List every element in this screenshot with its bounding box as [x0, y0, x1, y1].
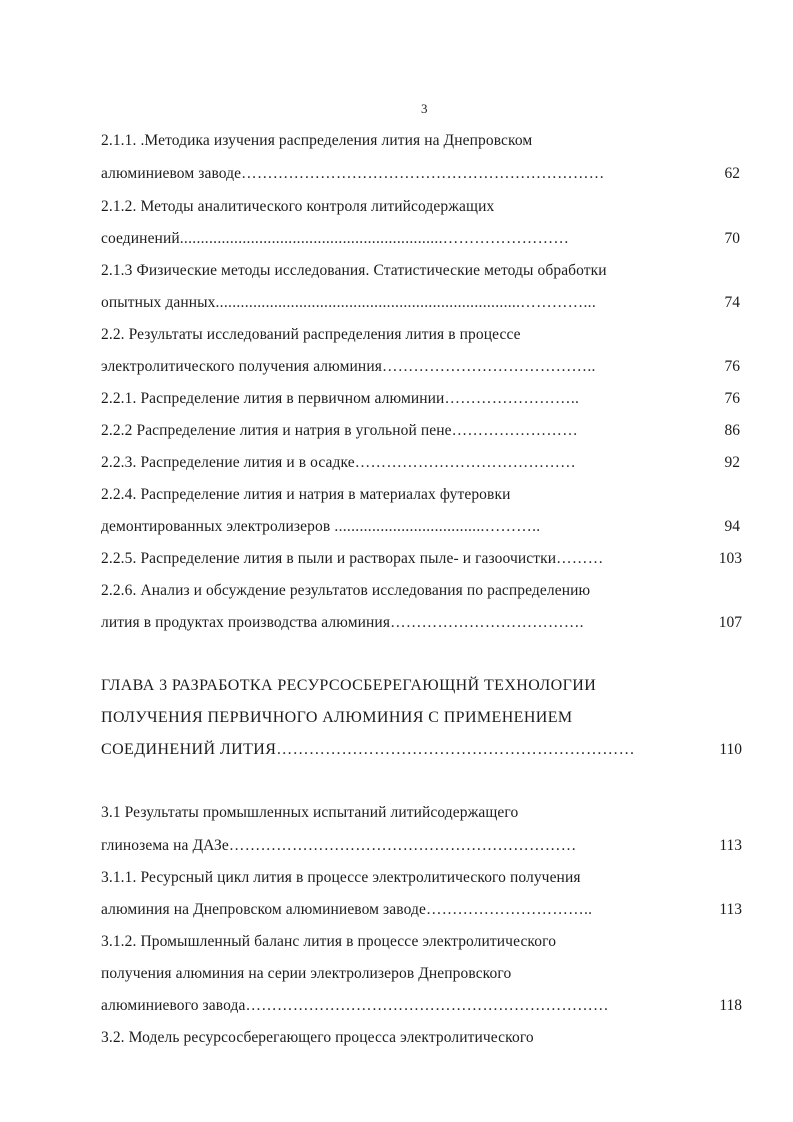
leader-dots: ………………………………….. [381, 358, 596, 375]
leader-dots: ………………………………. [390, 614, 584, 631]
toc-page: 74 [724, 294, 740, 311]
toc-page: 94 [724, 518, 740, 535]
chapter-heading: ГЛАВА 3 РАЗРАБОТКА РЕСУРСОСБЕРЕГАЮЩНЙ ТЕХНОЛОГИИ [101, 677, 597, 694]
toc-page: 76 [724, 358, 740, 375]
toc-line: 2.1.2. Методы аналитического контроля литийсодержащих [101, 198, 495, 215]
toc-line: лития в продуктах производства алюминия………………………………. [101, 614, 584, 631]
toc-line: 3.1 Результаты промышленных испытаний литийсодержащего [101, 804, 519, 821]
toc-line: 2.2.1. Распределение лития в первичном алюминии…………………….. [101, 390, 580, 407]
toc-line: 2.1.3 Физические методы исследования. Статистические методы обработки [101, 262, 607, 279]
toc-line: алюминия на Днепровском алюминиевом заводе………………………….. [101, 901, 593, 918]
toc-line: соединений...............................................................…………………… [101, 230, 570, 247]
toc-page: 118 [719, 997, 742, 1014]
toc-line: алюминиевом заводе…………………………………………………………… [101, 165, 605, 182]
toc-page: 92 [724, 454, 740, 471]
chapter-heading: СОЕДИНЕНИЙ ЛИТИЯ………………………………………………………… [101, 741, 635, 758]
leader-dots: …………………………………………………………… [241, 165, 605, 182]
chapter-heading: ПОЛУЧЕНИЯ ПЕРВИЧНОГО АЛЮМИНИЯ С ПРИМЕНЕНИЕМ [101, 709, 573, 726]
toc-page: 103 [718, 550, 742, 567]
toc-line: электролитического получения алюминия………………………………….. [101, 358, 596, 375]
toc-page: 107 [718, 614, 742, 631]
leader-dots: ....................................……….. [330, 518, 541, 535]
leader-dots: ………………………………………………………… [276, 741, 635, 758]
page-number: 3 [421, 101, 428, 116]
toc-page: 110 [719, 741, 742, 758]
toc-line: 2.2.4. Распределение лития и натрия в материалах футеровки [101, 486, 511, 503]
toc-line: 2.2.3. Распределение лития и в осадке…………………………………… [101, 454, 576, 471]
toc-page: 70 [724, 230, 740, 247]
toc-line: 3.1.1. Ресурсный цикл лития в процессе электролитического получения [101, 869, 581, 886]
leader-dots: …………………….. [444, 390, 580, 407]
leader-dots: ………………………………………………………… [228, 837, 577, 854]
toc-line: 3.2. Модель ресурсосберегающего процесса электролитического [101, 1029, 534, 1046]
toc-line: 2.1.1. .Методика изучения распределения лития на Днепровском [101, 132, 533, 149]
toc-page: 76 [724, 390, 740, 407]
toc-page: 113 [719, 837, 742, 854]
toc-line: демонтированных электролизеров ....................................……….. [101, 518, 541, 535]
toc-line: 2.2.5. Распределение лития в пыли и растворах пыле- и газоочистки……… [101, 550, 604, 567]
toc-line: опытных данных.........................................................................…………... [101, 294, 596, 311]
leader-dots: .........................................................................…………... [215, 294, 596, 311]
toc-line: 2.2.2 Распределение лития и натрия в угольной пене…………………… [101, 422, 578, 439]
leader-dots: …………………………………………………………… [245, 997, 609, 1014]
toc-line: получения алюминия на серии электролизеров Днепровского [101, 965, 512, 982]
toc-line: алюминиевого завода…………………………………………………………… [101, 997, 609, 1014]
leader-dots: …………………………………… [354, 454, 576, 471]
toc-line: глинозема на ДАЗе………………………………………………………… [101, 837, 577, 854]
toc-page: 113 [719, 901, 742, 918]
leader-dots: ...............................................................…………………… [179, 230, 570, 247]
toc-line: 2.2.6. Анализ и обсуждение результатов исследования по распределению [101, 582, 591, 599]
leader-dots: ………………………….. [425, 901, 593, 918]
toc-line: 2.2. Результаты исследований распределения лития в процессе [101, 326, 521, 343]
toc-page: 86 [724, 422, 740, 439]
toc-page: 62 [724, 165, 740, 182]
leader-dots: ……… [556, 550, 604, 567]
leader-dots: …………………… [451, 422, 578, 439]
toc-line: 3.1.2. Промышленный баланс лития в процессе электролитического [101, 933, 557, 950]
